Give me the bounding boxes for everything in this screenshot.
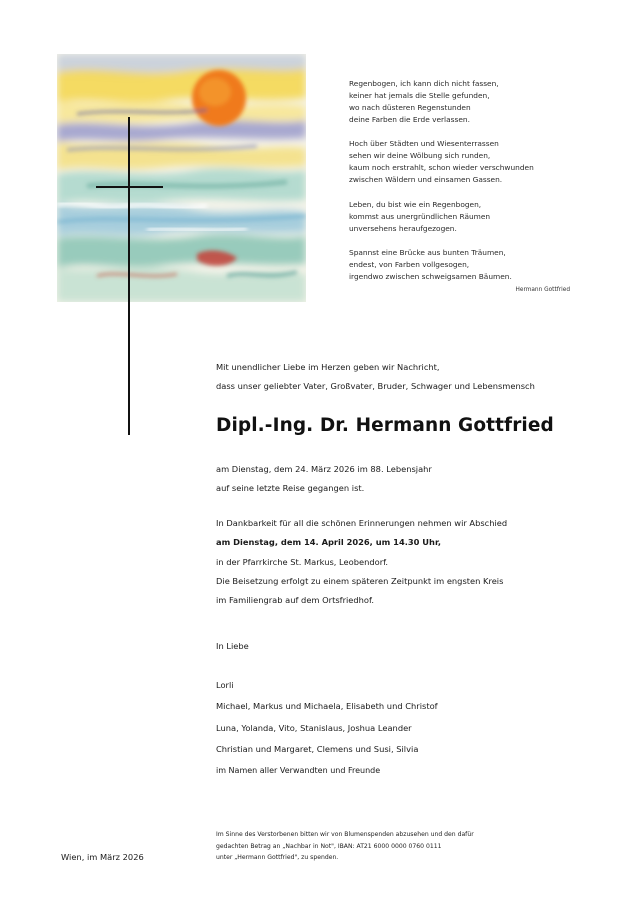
donation-line: gedachten Betrag an „Nachbar in Not", IBAN: AT21 6000 0000 0760 0111 [216, 842, 442, 850]
poem-author: Hermann Gottfried [515, 287, 570, 293]
poem-line: irgendwo zwischen schweigsamen Bäumen. [349, 271, 512, 281]
watercolor-rainbow-painting [57, 54, 306, 302]
poem-line: wo nach düsteren Regenstunden [349, 103, 471, 112]
death-notice [216, 460, 432, 499]
poem-line: sehen wir deine Wölbung sich runden, [349, 151, 491, 161]
poem-stanza-1 [349, 78, 589, 126]
poem-line: zwischen Wäldern und einsamen Gassen. [349, 175, 503, 185]
service-date: am Dienstag, dem 14. April 2026, um 14.30 Uhr, [216, 537, 441, 548]
cross-vertical-bar [128, 117, 130, 435]
cross-horizontal-bar [96, 186, 163, 188]
poem-line: Spannst eine Brücke aus bunten Träumen, [349, 247, 506, 257]
mourner-line: Luna, Yolanda, Vito, Stanislaus, Joshua Leander [216, 722, 412, 733]
donation-line: unter „Hermann Gottfried", zu spenden. [216, 854, 339, 861]
mourner-line: Michael, Markus und Michaela, Elisabeth und Christof [216, 701, 438, 712]
poem-stanza-4 [349, 247, 589, 283]
death-line: am Dienstag, dem 24. März 2026 im 88. Lebensjahr [216, 464, 432, 474]
poem-line: endest, von Farben vollgesogen, [349, 259, 470, 269]
relatives-note: im Namen aller Verwandten und Freunde [216, 766, 381, 775]
service-line: In Dankbarkeit für all die schönen Erinnerungen nehmen wir Abschied [216, 518, 508, 528]
death-line: auf seine letzte Reise gegangen ist. [216, 483, 365, 494]
poem-line: Regenbogen, ich kann dich nicht fassen, [349, 79, 499, 88]
mourner-line: Lorli [216, 680, 234, 690]
poem-stanza-2 [349, 138, 589, 186]
mourner-line: Christian und Margaret, Clemens und Susi, Silvia [216, 743, 419, 754]
deceased-name: Dipl.-Ing. Dr. Hermann Gottfried [216, 415, 554, 436]
service-line: Die Beisetzung erfolgt zu einem späteren Zeitpunkt im engsten Kreis [216, 575, 504, 586]
place-date: Wien, im März 2026 [61, 852, 144, 862]
intro-line: dass unser geliebter Vater, Großvater, Bruder, Schwager und Lebensmensch [216, 381, 535, 391]
announcement-intro [216, 358, 535, 396]
service-line: im Familiengrab auf dem Ortsfriedhof. [216, 595, 374, 606]
poem-line: kommst aus unergründlichen Räumen [349, 211, 491, 221]
poem-line: deine Farben die Erde verlassen. [349, 115, 470, 124]
in-love-heading: In Liebe [216, 641, 249, 651]
mourners-list [216, 675, 438, 760]
poem-line: unversehens heraufgezogen. [349, 223, 457, 233]
poem-stanza-3 [349, 199, 589, 235]
poem [349, 78, 589, 295]
poem-line: Hoch über Städten und Wiesenterrassen [349, 139, 499, 149]
service-location: in der Pfarrkirche St. Markus, Leobendorf. [216, 556, 389, 567]
intro-line: Mit unendlicher Liebe im Herzen geben wir Nachricht, [216, 362, 440, 372]
poem-line: kaum noch erstrahlt, schon wieder verschwunden [349, 163, 534, 173]
funeral-service-info [216, 514, 507, 610]
donation-line: Im Sinne des Verstorbenen bitten wir von Blumenspenden abzusehen und den dafür [216, 831, 474, 838]
poem-line: keiner hat jemals die Stelle gefunden, [349, 91, 490, 100]
poem-line: Leben, du bist wie ein Regenbogen, [349, 199, 482, 209]
donation-note [216, 829, 474, 864]
